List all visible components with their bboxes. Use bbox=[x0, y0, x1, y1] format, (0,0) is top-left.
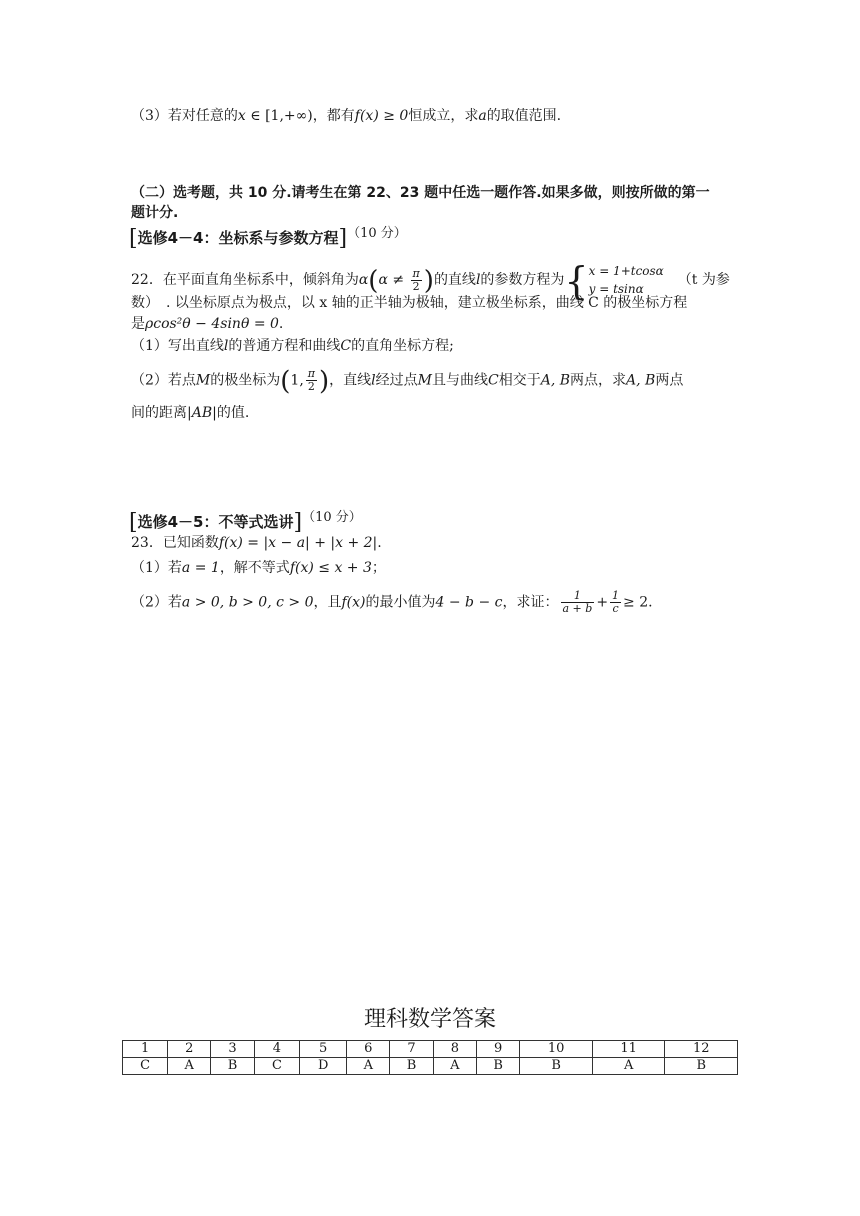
answer-table bbox=[122, 1040, 738, 1075]
text: 的普通方程和曲线 bbox=[228, 338, 341, 354]
function: f(x) bbox=[341, 594, 366, 611]
table-cell: A bbox=[168, 1058, 211, 1075]
table-row-numbers bbox=[123, 1041, 738, 1058]
var-x: x bbox=[237, 108, 246, 124]
text: ，都有 bbox=[312, 108, 355, 124]
points-AB: A, B bbox=[626, 372, 656, 389]
var-l: l bbox=[475, 272, 481, 288]
condition: α ≠ bbox=[378, 272, 409, 288]
text: 的直线 bbox=[433, 272, 476, 288]
question-22-part-1 bbox=[131, 336, 454, 356]
text: （1）写出直线 bbox=[131, 338, 224, 354]
bracket-left: [ bbox=[129, 510, 138, 535]
question-23-line1 bbox=[131, 533, 382, 553]
table-cell: 2 bbox=[168, 1041, 211, 1058]
bracket-left: [ bbox=[129, 226, 138, 251]
table-cell: 7 bbox=[390, 1041, 434, 1058]
table-cell: A bbox=[433, 1058, 476, 1075]
table-cell: 11 bbox=[592, 1041, 665, 1058]
text: 22．在平面直角坐标系中，倾斜角为 bbox=[131, 272, 359, 288]
text: 恒成立，求 bbox=[408, 108, 479, 124]
eq-x: x = 1+tcosα bbox=[588, 264, 664, 278]
text: （t 为参 bbox=[677, 272, 730, 288]
table-cell: 3 bbox=[211, 1041, 255, 1058]
answer-title: 理科数学答案 bbox=[363, 1007, 496, 1032]
table-cell: B bbox=[476, 1058, 520, 1075]
polar-equation: ρcos²θ − 4sinθ = 0 bbox=[145, 316, 279, 332]
table-cell: 9 bbox=[476, 1041, 520, 1058]
var-C: C bbox=[340, 338, 352, 354]
header-points: （10 分） bbox=[347, 226, 407, 241]
table-cell: D bbox=[300, 1058, 347, 1075]
text: 的取值范围. bbox=[486, 108, 562, 124]
text: （2）若 bbox=[131, 594, 182, 611]
table-cell: B bbox=[390, 1058, 434, 1075]
text: （1）若 bbox=[131, 560, 182, 576]
question-23-part-2 bbox=[131, 590, 653, 615]
fraction-pi-over-2 bbox=[306, 368, 317, 393]
numerator: 1 bbox=[612, 589, 620, 602]
table-row-answers bbox=[123, 1058, 738, 1075]
var-C: C bbox=[488, 372, 499, 389]
numerator: 1 bbox=[561, 590, 595, 603]
section-2-heading-line1: （二）选考题，共 10 分.请考生在第 22、23 题中任选一题作答.如果多做，则按所做的第一 bbox=[131, 185, 710, 201]
var-M: M bbox=[417, 372, 432, 389]
text: 间的距离 bbox=[131, 405, 187, 421]
question-22-line3 bbox=[131, 314, 283, 334]
question-22-line1: 22．在平面直角坐标系中，倾斜角为α(α ≠ $\frac{\pi}{2}$ )的直线l的参数方程为{ x = 1+tcosα y = tsinα （t 为参 bbox=[131, 259, 730, 303]
coord: 1, bbox=[290, 372, 304, 389]
text: 两点 bbox=[655, 372, 684, 389]
points-AB: A, B bbox=[540, 372, 571, 389]
text: ，直线 bbox=[329, 372, 372, 389]
table-cell: C bbox=[254, 1058, 299, 1075]
interval: [1,+∞) bbox=[265, 108, 313, 124]
var-l: l bbox=[371, 372, 376, 389]
text: 的值. bbox=[216, 405, 250, 421]
inequality: ≥ 2 bbox=[623, 594, 649, 611]
question-23-part-1 bbox=[131, 558, 386, 578]
question-21-part-3 bbox=[131, 106, 561, 126]
fraction-1-over-a-plus-b bbox=[561, 590, 595, 615]
numerator: π bbox=[412, 266, 420, 280]
table-cell: 8 bbox=[433, 1041, 476, 1058]
table-cell: 6 bbox=[347, 1041, 390, 1058]
var-M: M bbox=[195, 372, 211, 389]
table-cell: B bbox=[665, 1058, 738, 1075]
table-cell: 5 bbox=[300, 1041, 347, 1058]
condition: a > 0, b > 0, c > 0 bbox=[181, 594, 314, 611]
var-a: a bbox=[478, 108, 487, 124]
text: 的参数方程为 bbox=[480, 272, 565, 288]
text: 两点，求 bbox=[570, 372, 627, 389]
bracket-right: ] bbox=[338, 226, 348, 251]
condition: f(x) ≥ 0 bbox=[354, 108, 409, 124]
text: ∈ bbox=[245, 108, 266, 124]
text: 且与曲线 bbox=[432, 372, 488, 389]
text: . bbox=[377, 535, 382, 551]
table-cell: A bbox=[592, 1058, 665, 1075]
table-cell: 4 bbox=[254, 1041, 299, 1058]
table-cell: B bbox=[520, 1058, 593, 1075]
denominator: a + b bbox=[562, 602, 593, 615]
section-2-heading-line2: 题计分. bbox=[131, 205, 179, 221]
text: （2）若点 bbox=[131, 372, 196, 389]
text: 的最小值为 bbox=[365, 594, 436, 611]
numerator: π bbox=[307, 367, 316, 380]
header-title: 选修4－5：不等式选讲 bbox=[137, 513, 294, 531]
eq-y: y = tsinα bbox=[588, 282, 644, 296]
bracket-right: ] bbox=[293, 510, 303, 535]
text: 相交于 bbox=[498, 372, 541, 389]
plus: + bbox=[596, 594, 609, 611]
text: ，解不等式 bbox=[219, 560, 290, 576]
header-points: （10 分） bbox=[302, 510, 362, 525]
table-cell: 12 bbox=[665, 1041, 738, 1058]
table-cell: B bbox=[211, 1058, 255, 1075]
text: 经过点 bbox=[375, 372, 418, 389]
elective-4-4-header bbox=[129, 222, 407, 251]
function-definition: f(x) = |x − a| + |x + 2| bbox=[218, 535, 378, 551]
denominator: 2 bbox=[307, 380, 315, 393]
text: 的极坐标为 bbox=[210, 372, 281, 389]
table-cell: C bbox=[123, 1058, 168, 1075]
text: 23．已知函数 bbox=[131, 535, 219, 551]
text: ，且 bbox=[313, 594, 342, 611]
text: （3）若对任意的 bbox=[131, 108, 238, 124]
denominator: c bbox=[612, 602, 619, 615]
question-22-part-2-line2 bbox=[131, 403, 249, 423]
table-cell: 10 bbox=[520, 1041, 593, 1058]
table-cell: A bbox=[347, 1058, 390, 1075]
fraction-pi-over-2 bbox=[411, 268, 422, 293]
var-l: l bbox=[223, 338, 229, 354]
text: ； bbox=[371, 560, 386, 576]
question-22-part-2: （2）若点M的极坐标为(1, $\frac{\pi}{2}$ )，直线l经过点M且与曲线C相交于A, B两点，求A, B两点 bbox=[131, 366, 684, 397]
inequality: f(x) ≤ x + 3 bbox=[289, 560, 372, 576]
condition: a = 1 bbox=[181, 560, 220, 576]
min-value: 4 − b − c bbox=[435, 594, 503, 611]
distance-AB: |AB| bbox=[187, 405, 217, 421]
text: . bbox=[278, 316, 284, 332]
question-22-line2: 数） . 以坐标原点为极点，以 x 轴的正半轴为极轴，建立极坐标系，曲线 C 的极坐标方程 bbox=[131, 295, 688, 311]
text: 是 bbox=[131, 316, 145, 332]
elective-4-5-header bbox=[129, 506, 362, 535]
header-title: 选修4－4：坐标系与参数方程 bbox=[137, 229, 339, 247]
text: . bbox=[648, 594, 653, 611]
fraction-1-over-c bbox=[610, 590, 621, 615]
denominator: 2 bbox=[412, 279, 420, 293]
text: 的直角坐标方程; bbox=[351, 338, 454, 354]
var-alpha: α bbox=[358, 272, 369, 288]
table-cell: 1 bbox=[123, 1041, 168, 1058]
text: ，求证： bbox=[502, 594, 559, 611]
